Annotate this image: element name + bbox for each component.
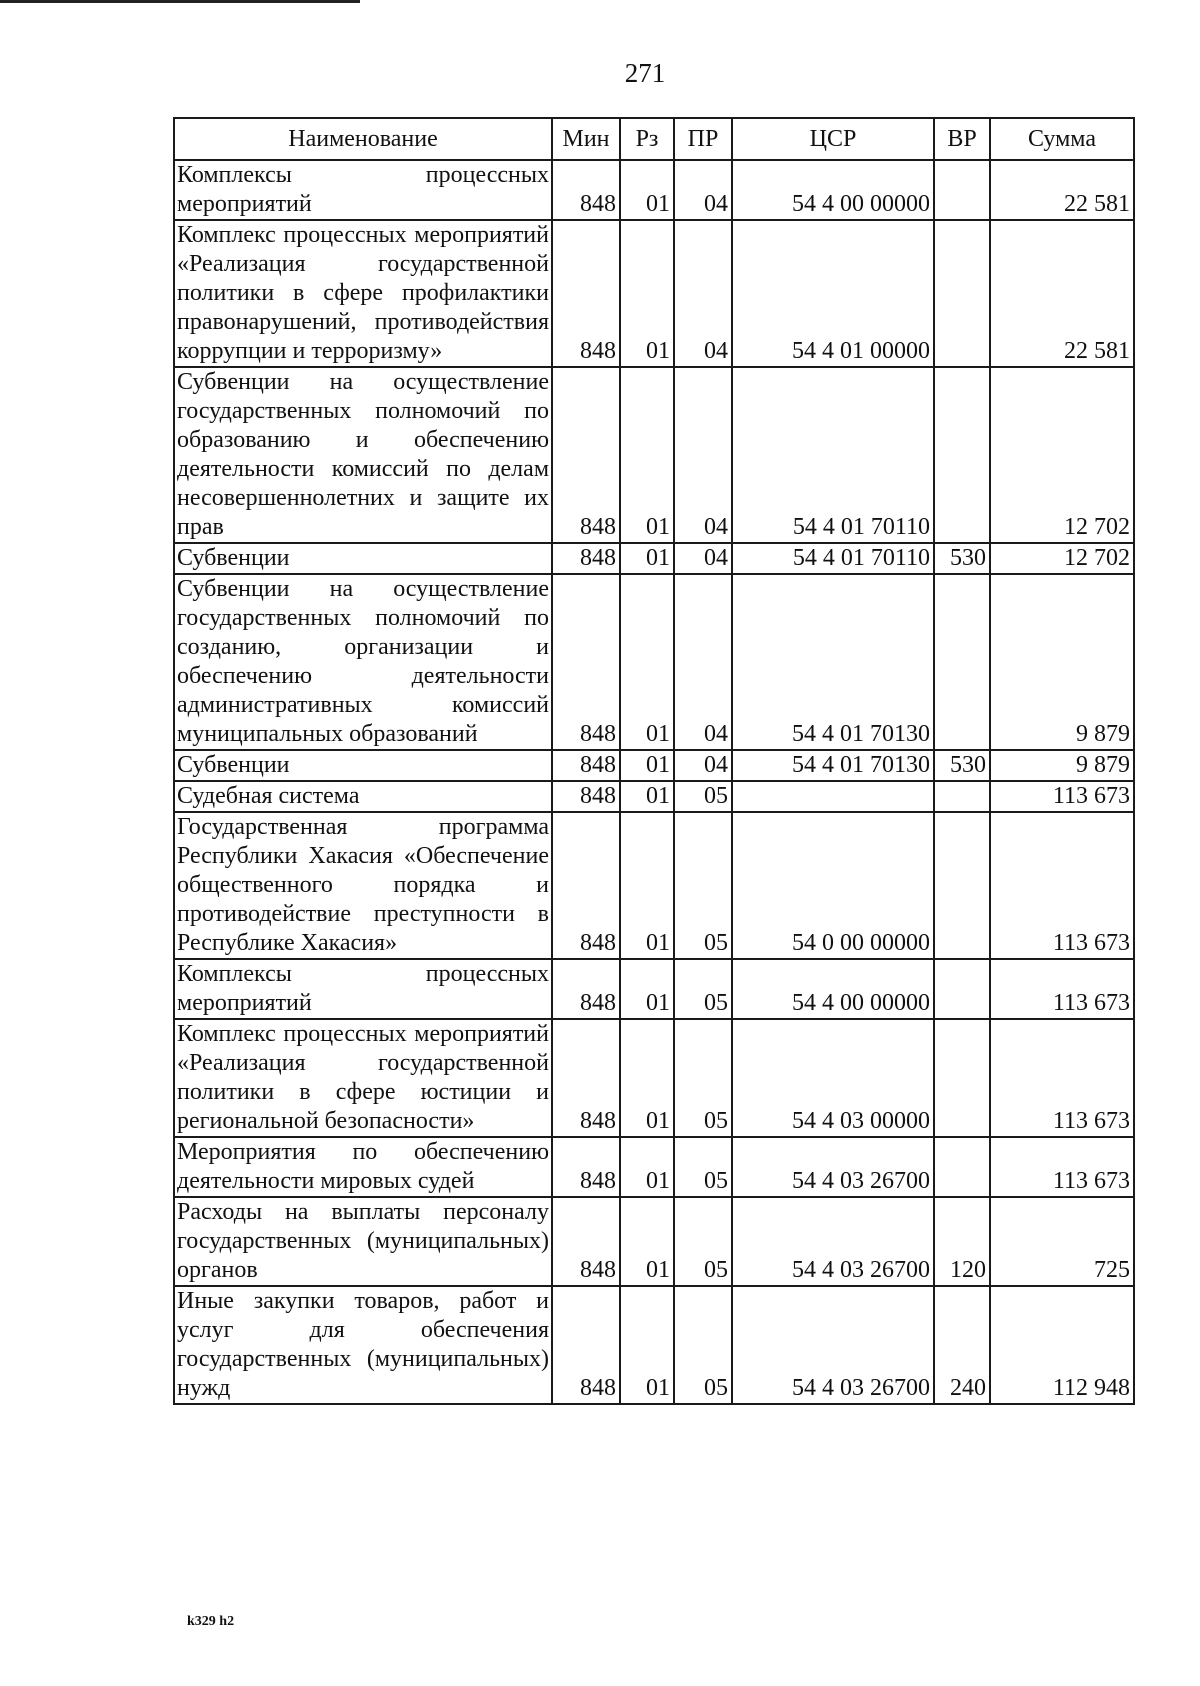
cell-name: Комплексы процессных мероприятий	[174, 160, 552, 220]
cell-name: Субвенции	[174, 750, 552, 781]
cell-min: 848	[552, 160, 620, 220]
cell-pr: 05	[674, 781, 732, 812]
cell-sum: 12 702	[990, 543, 1134, 574]
cell-rz: 01	[620, 220, 674, 367]
cell-vr: 240	[934, 1286, 990, 1404]
cell-csr: 54 4 01 70110	[732, 367, 934, 543]
table-row	[174, 367, 1134, 543]
cell-csr: 54 4 01 70130	[732, 750, 934, 781]
table-row	[174, 1197, 1134, 1286]
cell-pr: 04	[674, 543, 732, 574]
cell-min: 848	[552, 750, 620, 781]
table-row	[174, 812, 1134, 959]
cell-pr: 05	[674, 1019, 732, 1137]
cell-csr: 54 4 01 70130	[732, 574, 934, 750]
cell-name: Субвенции	[174, 543, 552, 574]
cell-csr	[732, 781, 934, 812]
cell-name: Государственная программа Республики Хакасия «Обеспечение общественного порядка и противодействие преступности в Республике Хакасия»	[174, 812, 552, 959]
cell-csr: 54 0 00 00000	[732, 812, 934, 959]
cell-sum: 22 581	[990, 220, 1134, 367]
cell-vr: 530	[934, 750, 990, 781]
cell-sum: 9 879	[990, 750, 1134, 781]
cell-rz: 01	[620, 574, 674, 750]
cell-name: Субвенции на осуществление государственных полномочий по образованию и обеспечению деятельности комиссий по делам несовершеннолетних и защите их прав	[174, 367, 552, 543]
cell-min: 848	[552, 367, 620, 543]
cell-min: 848	[552, 543, 620, 574]
cell-min: 848	[552, 574, 620, 750]
cell-vr	[934, 1019, 990, 1137]
cell-sum: 113 673	[990, 1137, 1134, 1197]
cell-min: 848	[552, 781, 620, 812]
cell-pr: 05	[674, 959, 732, 1019]
cell-rz: 01	[620, 959, 674, 1019]
cell-vr: 120	[934, 1197, 990, 1286]
cell-pr: 05	[674, 1137, 732, 1197]
cell-pr: 04	[674, 574, 732, 750]
cell-csr: 54 4 00 00000	[732, 959, 934, 1019]
cell-rz: 01	[620, 781, 674, 812]
table-row	[174, 574, 1134, 750]
cell-sum: 112 948	[990, 1286, 1134, 1404]
cell-name: Мероприятия по обеспечению деятельности мировых судей	[174, 1137, 552, 1197]
table-row	[174, 959, 1134, 1019]
cell-name: Комплексы процессных мероприятий	[174, 959, 552, 1019]
cell-name: Субвенции на осуществление государственных полномочий по созданию, организации и обеспечению деятельности административных комиссий муниципальных образований	[174, 574, 552, 750]
cell-name: Комплекс процессных мероприятий «Реализация государственной политики в сфере профилактики правонарушений, противодействия коррупции и терроризму»	[174, 220, 552, 367]
cell-name: Судебная система	[174, 781, 552, 812]
cell-sum: 113 673	[990, 1019, 1134, 1137]
cell-vr	[934, 160, 990, 220]
cell-vr: 530	[934, 543, 990, 574]
cell-min: 848	[552, 1137, 620, 1197]
cell-vr	[934, 220, 990, 367]
table-row	[174, 781, 1134, 812]
table-row	[174, 1137, 1134, 1197]
cell-name: Иные закупки товаров, работ и услуг для обеспечения государственных (муниципальных) нужд	[174, 1286, 552, 1404]
table-row	[174, 220, 1134, 367]
cell-sum: 113 673	[990, 781, 1134, 812]
cell-vr	[934, 574, 990, 750]
header-rz: Рз	[620, 118, 674, 160]
cell-min: 848	[552, 1197, 620, 1286]
header-csr: ЦСР	[732, 118, 934, 160]
cell-sum: 9 879	[990, 574, 1134, 750]
cell-csr: 54 4 03 26700	[732, 1197, 934, 1286]
table-row	[174, 160, 1134, 220]
cell-pr: 05	[674, 1286, 732, 1404]
cell-vr	[934, 959, 990, 1019]
cell-pr: 04	[674, 367, 732, 543]
cell-rz: 01	[620, 1019, 674, 1137]
budget-table	[173, 117, 1135, 1405]
cell-csr: 54 4 03 26700	[732, 1137, 934, 1197]
cell-rz: 01	[620, 1137, 674, 1197]
cell-vr	[934, 1137, 990, 1197]
cell-pr: 05	[674, 1197, 732, 1286]
header-pr: ПР	[674, 118, 732, 160]
cell-rz: 01	[620, 812, 674, 959]
cell-rz: 01	[620, 543, 674, 574]
header-row	[174, 118, 1134, 160]
table-row	[174, 1286, 1134, 1404]
cell-min: 848	[552, 959, 620, 1019]
page-number: 271	[624, 58, 666, 88]
table-row	[174, 1019, 1134, 1137]
cell-csr: 54 4 01 00000	[732, 220, 934, 367]
cell-min: 848	[552, 220, 620, 367]
cell-rz: 01	[620, 160, 674, 220]
table-row	[174, 543, 1134, 574]
cell-vr	[934, 812, 990, 959]
cell-min: 848	[552, 1019, 620, 1137]
cell-min: 848	[552, 812, 620, 959]
header-min: Мин	[552, 118, 620, 160]
cell-pr: 04	[674, 750, 732, 781]
cell-sum: 725	[990, 1197, 1134, 1286]
cell-rz: 01	[620, 1197, 674, 1286]
cell-csr: 54 4 03 00000	[732, 1019, 934, 1137]
cell-min: 848	[552, 1286, 620, 1404]
cell-sum: 12 702	[990, 367, 1134, 543]
cell-name: Расходы на выплаты персоналу государственных (муниципальных) органов	[174, 1197, 552, 1286]
cell-csr: 54 4 03 26700	[732, 1286, 934, 1404]
cell-pr: 05	[674, 812, 732, 959]
top-rule	[0, 0, 360, 3]
cell-sum: 113 673	[990, 959, 1134, 1019]
header-sum: Сумма	[990, 118, 1134, 160]
cell-pr: 04	[674, 160, 732, 220]
footer-code: k329 h2	[187, 1614, 235, 1629]
cell-vr	[934, 781, 990, 812]
table-row	[174, 750, 1134, 781]
cell-rz: 01	[620, 367, 674, 543]
cell-pr: 04	[674, 220, 732, 367]
cell-csr: 54 4 01 70110	[732, 543, 934, 574]
header-vr: ВР	[934, 118, 990, 160]
cell-vr	[934, 367, 990, 543]
cell-name: Комплекс процессных мероприятий «Реализация государственной политики в сфере юстиции и региональной безопасности»	[174, 1019, 552, 1137]
cell-csr: 54 4 00 00000	[732, 160, 934, 220]
cell-sum: 22 581	[990, 160, 1134, 220]
cell-sum: 113 673	[990, 812, 1134, 959]
cell-rz: 01	[620, 1286, 674, 1404]
cell-rz: 01	[620, 750, 674, 781]
header-name: Наименование	[174, 118, 552, 160]
